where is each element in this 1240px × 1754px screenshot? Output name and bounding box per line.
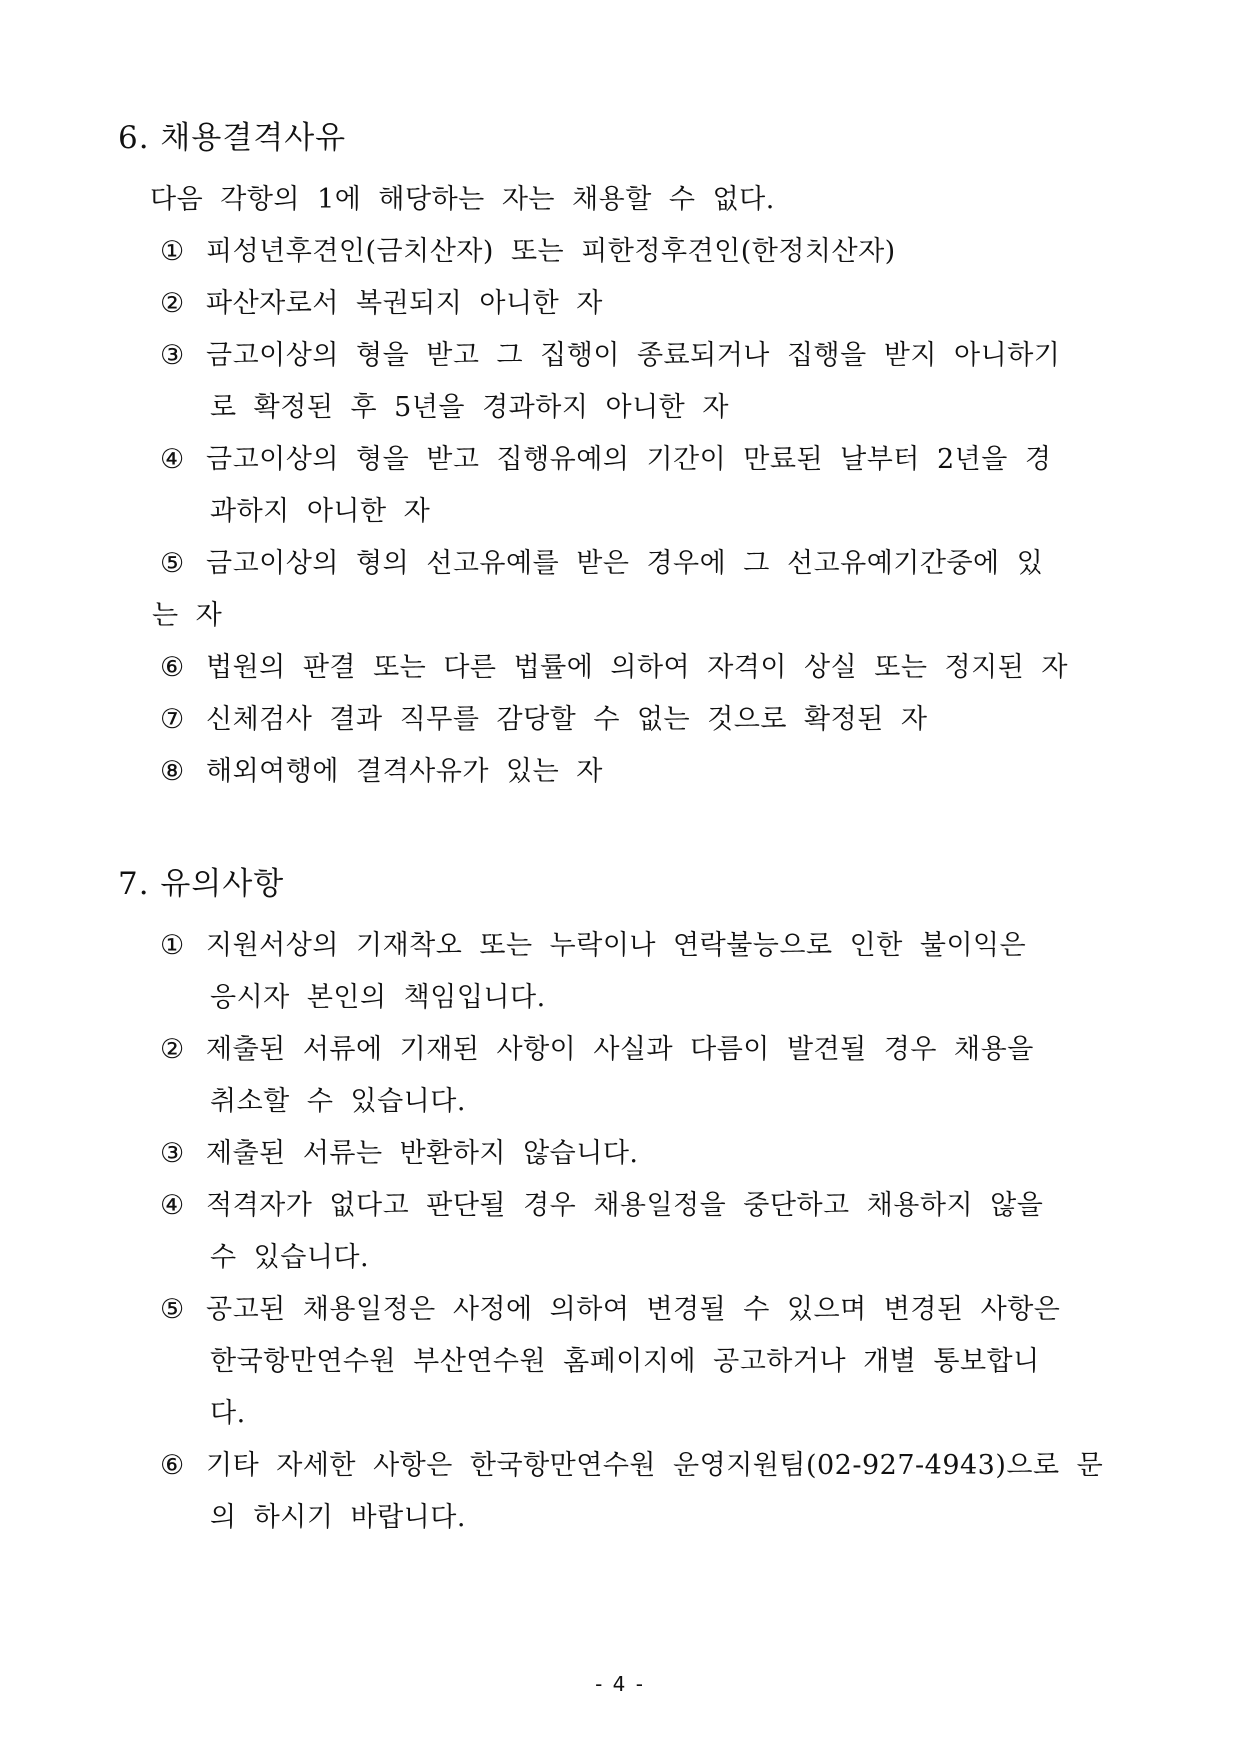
- item-number: ①: [160, 930, 185, 961]
- section-6-title: 6. 채용결격사유: [118, 120, 347, 156]
- section-7-item-2: [160, 1030, 1034, 1070]
- item-number: ⑤: [160, 548, 185, 579]
- item-text: 지원서상의 기재착오 또는 누락이나 연락불능으로 인한 불이익은: [206, 930, 1027, 961]
- section-6-item-5: [160, 544, 1043, 584]
- item-text: 해외여행에 결격사유가 있는 자: [206, 756, 603, 787]
- section-7-item-5-continuation-2: 다.: [210, 1398, 246, 1429]
- section-6-item-4: [160, 440, 1051, 480]
- section-6-item-5-continuation: 는 자: [152, 600, 223, 631]
- item-number: ⑦: [160, 704, 185, 735]
- item-number: ②: [160, 1034, 185, 1065]
- section-6-item-1: [160, 232, 896, 272]
- item-number: ④: [160, 444, 185, 475]
- section-6-item-3-continuation: 로 확정된 후 5년을 경과하지 아니한 자: [210, 392, 729, 423]
- section-7-item-2-continuation: 취소할 수 있습니다.: [210, 1086, 466, 1117]
- item-text: 제출된 서류는 반환하지 않습니다.: [206, 1138, 639, 1169]
- item-text: 법원의 판결 또는 다른 법률에 의하여 자격이 상실 또는 정지된 자: [206, 652, 1068, 683]
- section-6-item-2: [160, 284, 603, 324]
- item-number: ③: [160, 1138, 185, 1169]
- section-7-item-4-continuation: 수 있습니다.: [210, 1242, 370, 1273]
- item-number: ①: [160, 236, 185, 267]
- item-number: ⑥: [160, 1450, 185, 1481]
- section-6-item-6: [160, 648, 1068, 688]
- section-7-item-3: [160, 1134, 638, 1174]
- item-text: 공고된 채용일정은 사정에 의하여 변경될 수 있으며 변경된 사항은: [206, 1294, 1061, 1325]
- item-number: ④: [160, 1190, 185, 1221]
- section-7-item-5: [160, 1290, 1060, 1330]
- section-6-intro: 다음 각항의 1에 해당하는 자는 채용할 수 없다.: [150, 184, 775, 215]
- section-6-item-3: [160, 336, 1060, 376]
- section-7-item-1: [160, 926, 1026, 966]
- section-6-item-4-continuation: 과하지 아니한 자: [210, 496, 431, 527]
- section-7-item-5-continuation: 한국항만연수원 부산연수원 홈페이지에 공고하거나 개별 통보합니: [210, 1346, 1040, 1377]
- page-number: - 4 -: [595, 1672, 645, 1696]
- item-number: ⑥: [160, 652, 185, 683]
- item-number: ③: [160, 340, 185, 371]
- section-7-item-6: [160, 1446, 1103, 1486]
- item-text: 파산자로서 복권되지 아니한 자: [206, 288, 603, 319]
- item-text: 금고이상의 형을 받고 그 집행이 종료되거나 집행을 받지 아니하기: [206, 340, 1061, 371]
- item-text: 제출된 서류에 기재된 사항이 사실과 다름이 발견될 경우 채용을: [206, 1034, 1034, 1065]
- section-6-item-8: [160, 752, 603, 792]
- item-text: 적격자가 없다고 판단될 경우 채용일정을 중단하고 채용하지 않을: [206, 1190, 1044, 1221]
- item-text: 피성년후견인(금치산자) 또는 피한정후견인(한정치산자): [206, 236, 896, 267]
- section-7-item-6-continuation: 의 하시기 바랍니다.: [210, 1502, 466, 1533]
- item-number: ⑤: [160, 1294, 185, 1325]
- item-text: 금고이상의 형의 선고유예를 받은 경우에 그 선고유예기간중에 있: [206, 548, 1044, 579]
- item-text: 기타 자세한 사항은 한국항만연수원 운영지원팀(02-927-4943)으로 문: [206, 1450, 1104, 1481]
- section-7-item-1-continuation: 응시자 본인의 책임입니다.: [210, 982, 546, 1013]
- item-text: 신체검사 결과 직무를 감당할 수 없는 것으로 확정된 자: [206, 704, 928, 735]
- section-6-item-7: [160, 700, 927, 740]
- section-7-title: 7. 유의사항: [118, 866, 285, 902]
- item-number: ⑧: [160, 756, 185, 787]
- item-number: ②: [160, 288, 185, 319]
- item-text: 금고이상의 형을 받고 집행유예의 기간이 만료된 날부터 2년을 경: [206, 444, 1052, 475]
- section-7-item-4: [160, 1186, 1043, 1226]
